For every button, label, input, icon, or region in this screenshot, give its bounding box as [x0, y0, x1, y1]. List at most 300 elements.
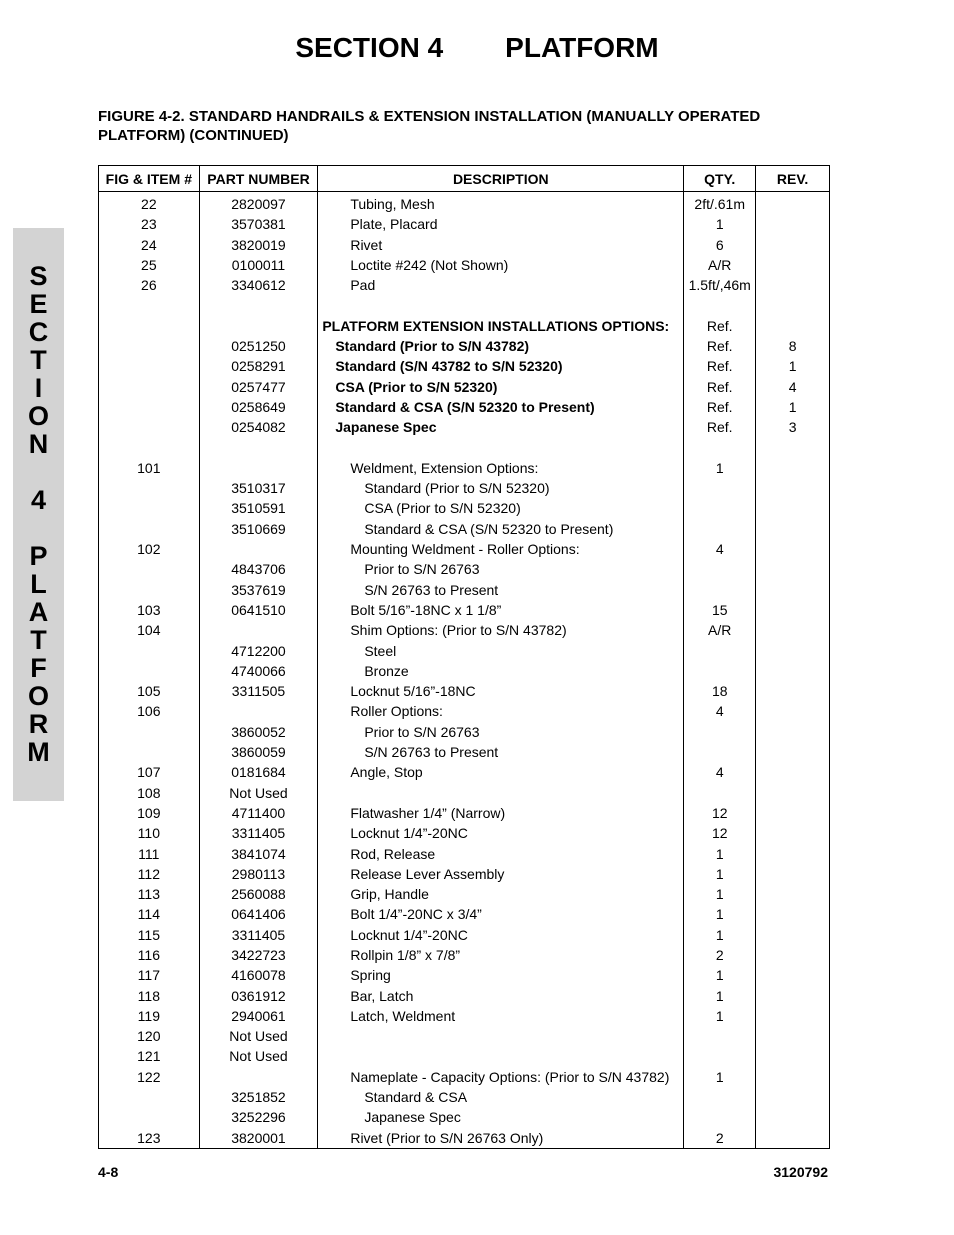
- table-row: [99, 192, 830, 215]
- fig-item-cell: 118: [99, 986, 200, 1006]
- table-row: [99, 1087, 830, 1107]
- fig-item-cell: 26: [99, 275, 200, 295]
- table-row: [99, 438, 830, 458]
- page-title: [0, 32, 954, 64]
- part-number-cell: 3510591: [199, 498, 318, 518]
- side-tab-letter: A: [28, 597, 49, 627]
- table-row: [99, 965, 830, 985]
- fig-item-cell: [99, 722, 200, 742]
- description-cell: Locknut 1/4”-20NC: [318, 925, 684, 945]
- rev-cell: [756, 620, 830, 640]
- part-number-cell: 0251250: [199, 336, 318, 356]
- fig-item-cell: 123: [99, 1128, 200, 1149]
- description-cell: Bolt 5/16”-18NC x 1 1/8”: [318, 600, 684, 620]
- table-row: [99, 986, 830, 1006]
- qty-cell: Ref.: [684, 316, 756, 336]
- qty-cell: 1: [684, 884, 756, 904]
- part-number-cell: 3251852: [199, 1087, 318, 1107]
- fig-item-cell: 119: [99, 1006, 200, 1026]
- qty-cell: 15: [684, 600, 756, 620]
- table-row: [99, 641, 830, 661]
- description-cell: Weldment, Extension Options:: [318, 458, 684, 478]
- table-row: [99, 661, 830, 681]
- part-number-cell: 4712200: [199, 641, 318, 661]
- qty-cell: 18: [684, 681, 756, 701]
- header-rev: REV.: [756, 166, 830, 192]
- fig-item-cell: 23: [99, 214, 200, 234]
- table-row: [99, 600, 830, 620]
- part-number-cell: [199, 438, 318, 458]
- description-cell: CSA (Prior to S/N 52320): [318, 377, 684, 397]
- part-number-cell: 0100011: [199, 255, 318, 275]
- description-cell: Mounting Weldment - Roller Options:: [318, 539, 684, 559]
- fig-item-cell: 101: [99, 458, 200, 478]
- rev-cell: [756, 295, 830, 315]
- fig-item-cell: 24: [99, 235, 200, 255]
- qty-cell: A/R: [684, 255, 756, 275]
- description-cell: Shim Options: (Prior to S/N 43782): [318, 620, 684, 640]
- fig-item-cell: 106: [99, 701, 200, 721]
- side-tab-letter: F: [30, 653, 47, 683]
- qty-cell: 6: [684, 235, 756, 255]
- part-number-cell: 3841074: [199, 844, 318, 864]
- rev-cell: [756, 192, 830, 215]
- part-number-cell: 3820001: [199, 1128, 318, 1149]
- fig-item-cell: 111: [99, 844, 200, 864]
- fig-item-cell: 25: [99, 255, 200, 275]
- table-row: [99, 559, 830, 579]
- description-cell: Japanese Spec: [318, 417, 684, 437]
- table-row: [99, 397, 830, 417]
- description-cell: Steel: [318, 641, 684, 661]
- qty-cell: 1: [684, 904, 756, 924]
- fig-item-cell: [99, 498, 200, 518]
- rev-cell: [756, 884, 830, 904]
- qty-cell: 1: [684, 214, 756, 234]
- header-part-number: PART NUMBER: [199, 166, 318, 192]
- description-cell: Rivet: [318, 235, 684, 255]
- qty-cell: [684, 742, 756, 762]
- part-number-cell: 3820019: [199, 235, 318, 255]
- part-number-cell: 2560088: [199, 884, 318, 904]
- side-tab-letter: C: [28, 317, 49, 347]
- description-cell: Rod, Release: [318, 844, 684, 864]
- table-row: [99, 884, 830, 904]
- rev-cell: [756, 539, 830, 559]
- description-cell: Loctite #242 (Not Shown): [318, 255, 684, 275]
- qty-cell: [684, 1046, 756, 1066]
- description-cell: Nameplate - Capacity Options: (Prior to S/N 43782): [318, 1067, 684, 1087]
- qty-cell: [684, 559, 756, 579]
- table-row: [99, 864, 830, 884]
- fig-item-cell: 105: [99, 681, 200, 701]
- part-number-cell: 3860052: [199, 722, 318, 742]
- fig-item-cell: 102: [99, 539, 200, 559]
- rev-cell: [756, 316, 830, 336]
- table-row: [99, 701, 830, 721]
- part-number-cell: 0258649: [199, 397, 318, 417]
- qty-cell: [684, 519, 756, 539]
- qty-cell: [684, 438, 756, 458]
- rev-cell: [756, 823, 830, 843]
- qty-cell: 1: [684, 458, 756, 478]
- fig-item-cell: 103: [99, 600, 200, 620]
- table-row: [99, 214, 830, 234]
- side-tab-letter: L: [30, 569, 47, 599]
- qty-cell: [684, 295, 756, 315]
- qty-cell: Ref.: [684, 356, 756, 376]
- table-row: [99, 498, 830, 518]
- rev-cell: [756, 255, 830, 275]
- part-number-cell: [199, 295, 318, 315]
- side-tab-letter: 4: [30, 485, 47, 515]
- table-row: [99, 844, 830, 864]
- side-tab-letter: T: [30, 345, 47, 375]
- description-cell: [318, 295, 684, 315]
- section-label: SECTION 4: [295, 32, 444, 63]
- qty-cell: [684, 580, 756, 600]
- fig-item-cell: [99, 661, 200, 681]
- table-row: [99, 255, 830, 275]
- qty-cell: A/R: [684, 620, 756, 640]
- table-row: [99, 235, 830, 255]
- fig-item-cell: [99, 336, 200, 356]
- qty-cell: 1: [684, 864, 756, 884]
- fig-item-cell: 122: [99, 1067, 200, 1087]
- part-number-cell: 3311405: [199, 925, 318, 945]
- part-number-cell: 3570381: [199, 214, 318, 234]
- table-row: [99, 742, 830, 762]
- qty-cell: 2: [684, 945, 756, 965]
- fig-item-cell: 121: [99, 1046, 200, 1066]
- description-cell: Prior to S/N 26763: [318, 559, 684, 579]
- table-row: [99, 620, 830, 640]
- document-number: 3120792: [773, 1164, 828, 1180]
- qty-cell: [684, 498, 756, 518]
- rev-cell: [756, 458, 830, 478]
- description-cell: [318, 783, 684, 803]
- table-row: [99, 1046, 830, 1066]
- side-tab-letter: E: [29, 289, 48, 319]
- description-cell: Locknut 1/4”-20NC: [318, 823, 684, 843]
- part-number-cell: 4740066: [199, 661, 318, 681]
- description-cell: Bronze: [318, 661, 684, 681]
- part-number-cell: 3510669: [199, 519, 318, 539]
- rev-cell: [756, 681, 830, 701]
- rev-cell: [756, 438, 830, 458]
- table-row: [99, 1026, 830, 1046]
- rev-cell: [756, 661, 830, 681]
- fig-item-cell: 107: [99, 762, 200, 782]
- side-tab-letter: P: [29, 541, 48, 571]
- fig-item-cell: [99, 478, 200, 498]
- qty-cell: 1: [684, 1006, 756, 1026]
- rev-cell: [756, 1087, 830, 1107]
- table-row: [99, 478, 830, 498]
- rev-cell: [756, 600, 830, 620]
- rev-cell: [756, 742, 830, 762]
- table-row: [99, 356, 830, 376]
- part-number-cell: 3860059: [199, 742, 318, 762]
- rev-cell: [756, 1128, 830, 1149]
- rev-cell: [756, 519, 830, 539]
- part-number-cell: 2980113: [199, 864, 318, 884]
- part-number-cell: Not Used: [199, 783, 318, 803]
- parts-table: [98, 165, 830, 1149]
- fig-item-cell: 109: [99, 803, 200, 823]
- fig-item-cell: 116: [99, 945, 200, 965]
- description-cell: Plate, Placard: [318, 214, 684, 234]
- qty-cell: [684, 641, 756, 661]
- section-name: PLATFORM: [505, 32, 659, 63]
- description-cell: PLATFORM EXTENSION INSTALLATIONS OPTIONS:: [318, 316, 684, 336]
- rev-cell: [756, 803, 830, 823]
- description-cell: Standard & CSA: [318, 1087, 684, 1107]
- part-number-cell: 4711400: [199, 803, 318, 823]
- side-tab-letter: M: [27, 737, 50, 767]
- part-number-cell: 0257477: [199, 377, 318, 397]
- part-number-cell: 0254082: [199, 417, 318, 437]
- table-row: [99, 377, 830, 397]
- fig-item-cell: 112: [99, 864, 200, 884]
- rev-cell: [756, 783, 830, 803]
- rev-cell: [756, 1067, 830, 1087]
- description-cell: Angle, Stop: [318, 762, 684, 782]
- part-number-cell: [199, 620, 318, 640]
- rev-cell: [756, 275, 830, 295]
- qty-cell: 1: [684, 986, 756, 1006]
- rev-cell: [756, 580, 830, 600]
- description-cell: Roller Options:: [318, 701, 684, 721]
- fig-item-cell: [99, 356, 200, 376]
- part-number-cell: [199, 458, 318, 478]
- header-qty: QTY.: [684, 166, 756, 192]
- part-number-cell: 3422723: [199, 945, 318, 965]
- table-row: [99, 316, 830, 336]
- fig-item-cell: 115: [99, 925, 200, 945]
- part-number-cell: [199, 701, 318, 721]
- table-row: [99, 417, 830, 437]
- description-cell: Bar, Latch: [318, 986, 684, 1006]
- fig-item-cell: 120: [99, 1026, 200, 1046]
- table-row: [99, 945, 830, 965]
- fig-item-cell: [99, 641, 200, 661]
- rev-cell: [756, 641, 830, 661]
- fig-item-cell: 117: [99, 965, 200, 985]
- part-number-cell: [199, 1067, 318, 1087]
- description-cell: Standard (Prior to S/N 43782): [318, 336, 684, 356]
- qty-cell: 4: [684, 539, 756, 559]
- fig-item-cell: [99, 397, 200, 417]
- description-cell: Standard (S/N 43782 to S/N 52320): [318, 356, 684, 376]
- description-cell: Latch, Weldment: [318, 1006, 684, 1026]
- side-tab-letter: [13, 514, 64, 542]
- table-row: [99, 925, 830, 945]
- description-cell: Bolt 1/4”-20NC x 3/4”: [318, 904, 684, 924]
- table-row: [99, 762, 830, 782]
- description-cell: Standard & CSA (S/N 52320 to Present): [318, 519, 684, 539]
- rev-cell: 4: [756, 377, 830, 397]
- description-cell: Standard & CSA (S/N 52320 to Present): [318, 397, 684, 417]
- rev-cell: 1: [756, 356, 830, 376]
- qty-cell: 12: [684, 823, 756, 843]
- rev-cell: [756, 701, 830, 721]
- qty-cell: 4: [684, 701, 756, 721]
- table-row: [99, 580, 830, 600]
- table-row: [99, 275, 830, 295]
- rev-cell: [756, 945, 830, 965]
- table-row: [99, 519, 830, 539]
- table-row: [99, 539, 830, 559]
- qty-cell: 2: [684, 1128, 756, 1149]
- fig-item-cell: [99, 377, 200, 397]
- side-tab-letter: [13, 458, 64, 486]
- fig-item-cell: [99, 559, 200, 579]
- qty-cell: 2ft/.61m: [684, 192, 756, 215]
- fig-item-cell: [99, 742, 200, 762]
- table-row: [99, 783, 830, 803]
- rev-cell: [756, 1026, 830, 1046]
- description-cell: Release Lever Assembly: [318, 864, 684, 884]
- rev-cell: [756, 965, 830, 985]
- table-row: [99, 295, 830, 315]
- part-number-cell: 3252296: [199, 1107, 318, 1127]
- description-cell: S/N 26763 to Present: [318, 580, 684, 600]
- rev-cell: [756, 498, 830, 518]
- part-number-cell: 3510317: [199, 478, 318, 498]
- side-tab-letter: T: [30, 625, 47, 655]
- part-number-cell: 0641406: [199, 904, 318, 924]
- description-cell: Spring: [318, 965, 684, 985]
- rev-cell: 8: [756, 336, 830, 356]
- qty-cell: 1: [684, 844, 756, 864]
- rev-cell: [756, 864, 830, 884]
- page-number: 4-8: [98, 1164, 119, 1180]
- qty-cell: [684, 722, 756, 742]
- qty-cell: [684, 1026, 756, 1046]
- fig-item-cell: [99, 438, 200, 458]
- qty-cell: [684, 1087, 756, 1107]
- fig-item-cell: [99, 519, 200, 539]
- table-row: [99, 1006, 830, 1026]
- qty-cell: Ref.: [684, 397, 756, 417]
- qty-cell: 12: [684, 803, 756, 823]
- qty-cell: Ref.: [684, 377, 756, 397]
- part-number-cell: 3311505: [199, 681, 318, 701]
- description-cell: [318, 1026, 684, 1046]
- description-cell: Flatwasher 1/4” (Narrow): [318, 803, 684, 823]
- rev-cell: [756, 1046, 830, 1066]
- fig-item-cell: 114: [99, 904, 200, 924]
- table-row: [99, 722, 830, 742]
- description-cell: Prior to S/N 26763: [318, 722, 684, 742]
- part-number-cell: 0258291: [199, 356, 318, 376]
- fig-item-cell: 110: [99, 823, 200, 843]
- rev-cell: 3: [756, 417, 830, 437]
- rev-cell: [756, 559, 830, 579]
- part-number-cell: 3340612: [199, 275, 318, 295]
- table-row: [99, 1107, 830, 1127]
- rev-cell: [756, 235, 830, 255]
- side-tab-letters: [13, 262, 64, 766]
- description-cell: Grip, Handle: [318, 884, 684, 904]
- description-cell: Locknut 5/16”-18NC: [318, 681, 684, 701]
- side-tab-letter: O: [27, 681, 49, 711]
- table-row: [99, 904, 830, 924]
- fig-item-cell: 113: [99, 884, 200, 904]
- fig-item-cell: [99, 295, 200, 315]
- fig-item-cell: 104: [99, 620, 200, 640]
- description-cell: Rivet (Prior to S/N 26763 Only): [318, 1128, 684, 1149]
- part-number-cell: 0361912: [199, 986, 318, 1006]
- description-cell: [318, 1046, 684, 1066]
- table-row: [99, 681, 830, 701]
- table-row: [99, 823, 830, 843]
- description-cell: Pad: [318, 275, 684, 295]
- header-description: DESCRIPTION: [318, 166, 684, 192]
- figure-title: FIGURE 4-2. STANDARD HANDRAILS & EXTENSION INSTALLATION (MANUALLY OPERATED PLATFORM) (CONTINUED): [98, 108, 761, 144]
- table-row: [99, 336, 830, 356]
- rev-cell: [756, 722, 830, 742]
- rev-cell: [756, 986, 830, 1006]
- part-number-cell: 0641510: [199, 600, 318, 620]
- table-row: [99, 1067, 830, 1087]
- fig-item-cell: [99, 316, 200, 336]
- part-number-cell: [199, 316, 318, 336]
- qty-cell: Ref.: [684, 336, 756, 356]
- qty-cell: [684, 478, 756, 498]
- side-tab-letter: S: [29, 261, 48, 291]
- part-number-cell: Not Used: [199, 1026, 318, 1046]
- rev-cell: [756, 904, 830, 924]
- fig-item-cell: [99, 580, 200, 600]
- qty-cell: [684, 661, 756, 681]
- rev-cell: [756, 1107, 830, 1127]
- part-number-cell: 3311405: [199, 823, 318, 843]
- side-tab-letter: O: [27, 401, 49, 431]
- rev-cell: [756, 214, 830, 234]
- table-row: [99, 1128, 830, 1149]
- part-number-cell: [199, 539, 318, 559]
- side-tab-letter: N: [28, 429, 49, 459]
- rev-cell: [756, 844, 830, 864]
- part-number-cell: Not Used: [199, 1046, 318, 1066]
- table-row: [99, 803, 830, 823]
- description-cell: Tubing, Mesh: [318, 192, 684, 215]
- fig-item-cell: [99, 417, 200, 437]
- rev-cell: 1: [756, 397, 830, 417]
- fig-item-cell: [99, 1087, 200, 1107]
- section-side-tab: [13, 228, 64, 801]
- qty-cell: 1: [684, 925, 756, 945]
- description-cell: CSA (Prior to S/N 52320): [318, 498, 684, 518]
- description-cell: Standard (Prior to S/N 52320): [318, 478, 684, 498]
- fig-item-cell: 108: [99, 783, 200, 803]
- part-number-cell: 2940061: [199, 1006, 318, 1026]
- part-number-cell: 3537619: [199, 580, 318, 600]
- qty-cell: [684, 1107, 756, 1127]
- part-number-cell: 2820097: [199, 192, 318, 215]
- fig-item-cell: [99, 1107, 200, 1127]
- qty-cell: 4: [684, 762, 756, 782]
- part-number-cell: 0181684: [199, 762, 318, 782]
- side-tab-letter: I: [34, 373, 43, 403]
- description-cell: Japanese Spec: [318, 1107, 684, 1127]
- qty-cell: Ref.: [684, 417, 756, 437]
- header-fig-item: FIG & ITEM #: [99, 166, 200, 192]
- fig-item-cell: 22: [99, 192, 200, 215]
- parts-table-body: [99, 192, 830, 1149]
